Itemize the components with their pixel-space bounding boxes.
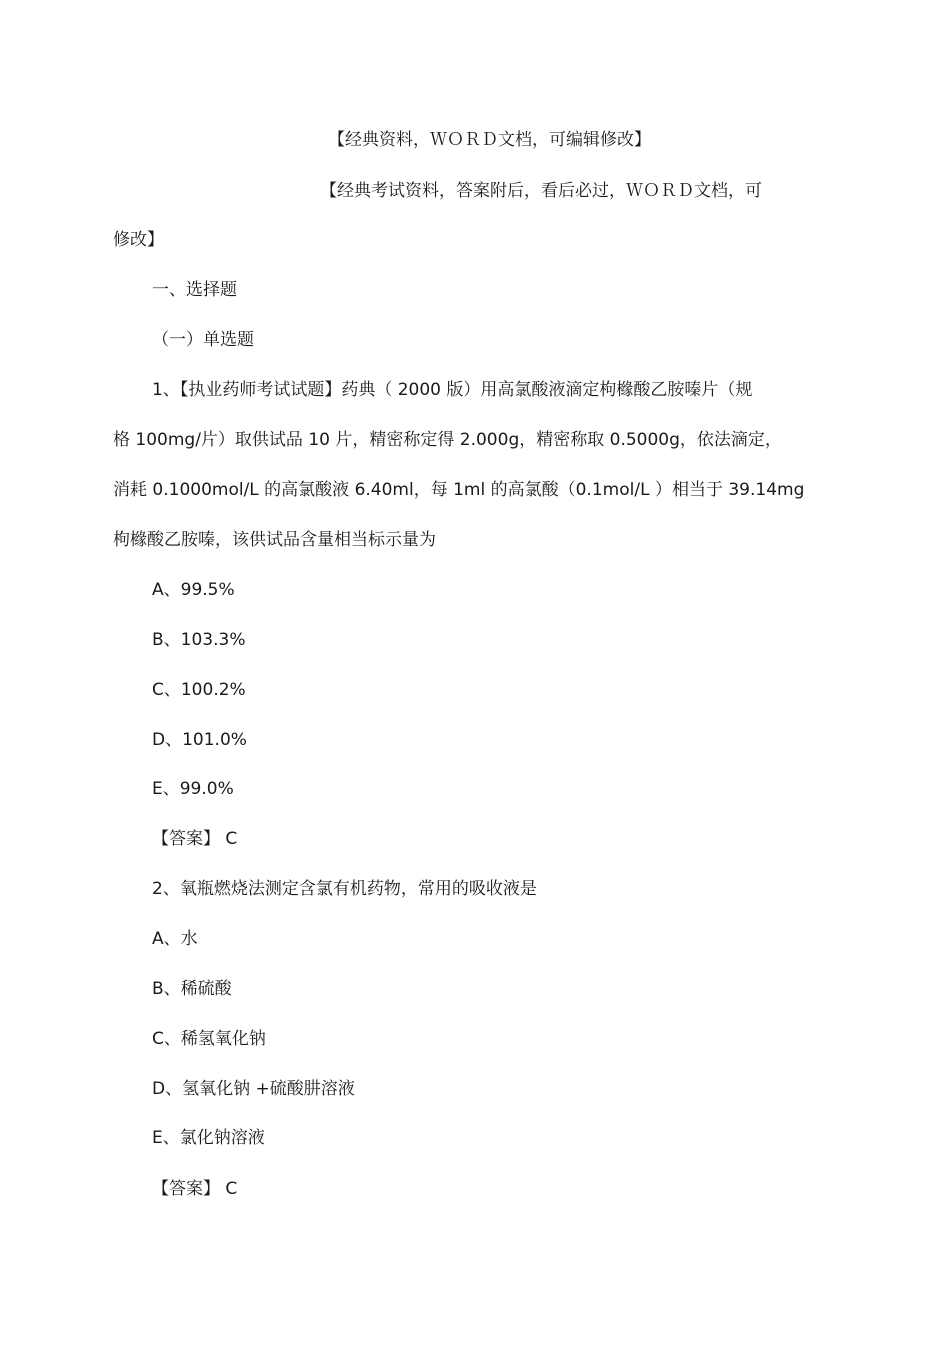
question-1-option-b: B、103.3%	[152, 630, 246, 650]
question-2-stem: 2、氧瓶燃烧法测定含氯有机药物，常用的吸收液是	[152, 879, 537, 899]
question-2-answer: 【答案】 C	[152, 1179, 238, 1199]
document-subtitle: 【经典考试资料，答案附后，看后必过，ＷＯＲＤ文档，可	[320, 181, 762, 201]
question-1-stem: 格 100mg/片）取供试品 10 片，精密称定得 2.000g，精密称取 0.5000g，依法滴定，	[113, 430, 782, 450]
document-title: 【经典资料，ＷＯＲＤ文档，可编辑修改】	[328, 130, 651, 150]
document-subtitle-continuation: 修改】	[113, 230, 164, 250]
question-1-stem: 1、【执业药师考试试题】药典（ 2000 版）用高氯酸液滴定枸橼酸乙胺嗪片（规	[152, 380, 753, 400]
question-2-option-a: A、水	[152, 929, 198, 949]
question-1-option-c: C、100.2%	[152, 680, 246, 700]
question-2-option-e: E、氯化钠溶液	[152, 1128, 265, 1148]
section-subheading: （一）单选题	[152, 330, 254, 350]
question-2-option-b: B、稀硫酸	[152, 979, 232, 999]
question-1-option-a: A、99.5%	[152, 580, 235, 600]
section-heading: 一、选择题	[152, 280, 237, 300]
question-1-answer: 【答案】 C	[152, 829, 238, 849]
question-1-stem: 枸橼酸乙胺嗪，该供试品含量相当标示量为	[113, 530, 436, 550]
question-2-option-d: D、氢氧化钠 +硫酸肼溶液	[152, 1079, 355, 1099]
question-1-stem: 消耗 0.1000mol/L 的高氯酸液 6.40ml，每 1ml 的高氯酸（0.1mol/L ）相当于 39.14mg	[113, 480, 805, 500]
question-1-option-e: E、99.0%	[152, 779, 234, 799]
question-1-option-d: D、101.0%	[152, 730, 247, 750]
question-2-option-c: C、稀氢氧化钠	[152, 1029, 266, 1049]
